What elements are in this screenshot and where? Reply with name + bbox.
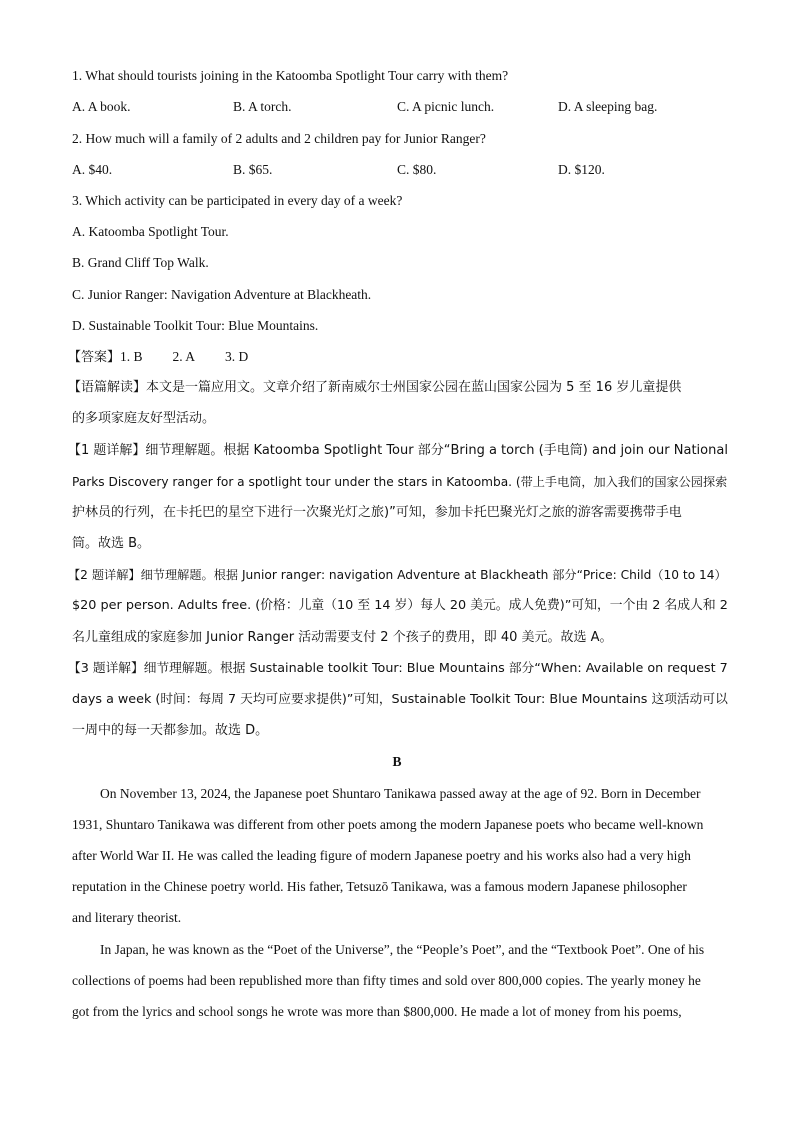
- answer-line: [68, 348, 248, 367]
- q1-detail-line-4: 筒。故选 B。: [72, 536, 151, 551]
- q3-option-c: C. Junior Ranger: Navigation Adventure at Blackheath.: [72, 287, 372, 302]
- question-1-stem: 1. What should tourists joining in the Katoomba Spotlight Tour carry with them?: [72, 68, 509, 83]
- q1-detail-line-3: 护林员的行列，在卡托巴的星空下进行一次聚光灯之旅)”可知，参加卡托巴聚光灯之旅的游客需要携带手电: [72, 505, 682, 520]
- q1-option-a: A. A book.: [72, 99, 131, 114]
- q2-detail-line-2: $20 per person. Adults free. (价格：儿童（10 至 14 岁）每人 20 美元。成人免费)”可知，一个由 2 名成人和 2: [72, 598, 728, 613]
- para1-line-4: reputation in the Chinese poetry world. His father, Tetsuzō Tanikawa, was a famous modern Japanese philosopher: [72, 879, 687, 894]
- q2-detail-line-3: 名儿童组成的家庭参加 Junior Ranger 活动需要支付 2 个孩子的费用，即 40 美元。故选 A。: [72, 630, 613, 645]
- para2-line-3: got from the lyrics and school songs he wrote was more than $800,000. He made a lot of money from his poems,: [72, 1004, 682, 1019]
- q1-option-c: C. A picnic lunch.: [397, 99, 495, 114]
- answer-label: 【答案】: [68, 350, 121, 365]
- analysis-intro-line-1: 【语篇解读】本文是一篇应用文。文章介绍了新南威尔士州国家公园在蓝山国家公园为 5 至 16 岁儿童提供: [68, 380, 682, 395]
- para1-line-1: On November 13, 2024, the Japanese poet Shuntaro Tanikawa passed away at the age of 92. Born in December: [100, 786, 701, 801]
- q3-detail-line-1: 【3 题详解】细节理解题。根据 Sustainable toolkit Tour: Blue Mountains 部分“When: Available on request 7: [68, 661, 728, 676]
- para2-line-2: collections of poems had been republished more than fifty times and sold over 800,000 copies. The yearly money he: [72, 973, 701, 988]
- analysis-intro-line-2: 的多项家庭友好型活动。: [72, 411, 216, 426]
- answer-3: 3. D: [225, 349, 249, 364]
- section-heading: B: [392, 754, 402, 769]
- question-2-stem: 2. How much will a family of 2 adults and 2 children pay for Junior Ranger?: [72, 131, 486, 146]
- q2-option-d: D. $120.: [558, 162, 605, 177]
- q2-option-b: B. $65.: [233, 162, 273, 177]
- q2-detail-line-1: 【2 题详解】细节理解题。根据 Junior ranger: navigation Adventure at Blackheath 部分“Price: Child（10 to 14）: [68, 568, 727, 582]
- q3-detail-line-3: 一周中的每一天都参加。故选 D。: [72, 723, 269, 738]
- q3-option-b: B. Grand Cliff Top Walk.: [72, 255, 209, 270]
- q3-detail-line-2: days a week (时间：每周 7 天均可应要求提供)”可知，Sustainable Toolkit Tour: Blue Mountains 这项活动可以: [72, 692, 728, 707]
- q3-option-a: A. Katoomba Spotlight Tour.: [72, 224, 229, 239]
- q1-detail-line-2: Parks Discovery ranger for a spotlight tour under the stars in Katoomba. (带上手电筒，加入我们的国家公园探索: [72, 475, 728, 489]
- q2-option-a: A. $40.: [72, 162, 113, 177]
- answer-1: 1. B: [120, 349, 143, 364]
- q1-option-b: B. A torch.: [233, 99, 292, 114]
- question-3-stem: 3. Which activity can be participated in every day of a week?: [72, 193, 403, 208]
- q1-detail-line-1: 【1 题详解】细节理解题。根据 Katoomba Spotlight Tour 部分“Bring a torch (手电筒) and join our National: [68, 443, 728, 458]
- para1-line-5: and literary theorist.: [72, 910, 182, 925]
- para1-line-3: after World War II. He was called the leading figure of modern Japanese poetry and his works also had a very high: [72, 848, 691, 863]
- answer-2: 2. A: [172, 349, 196, 364]
- q2-option-c: C. $80.: [397, 162, 437, 177]
- q3-option-d: D. Sustainable Toolkit Tour: Blue Mountains.: [72, 318, 319, 333]
- para2-line-1: In Japan, he was known as the “Poet of the Universe”, the “People’s Poet”, and the “Textbook Poet”. One of his: [100, 942, 705, 957]
- para1-line-2: 1931, Shuntaro Tanikawa was different from other poets among the modern Japanese poets who became well-known: [72, 817, 704, 832]
- q1-option-d: D. A sleeping bag.: [558, 99, 658, 114]
